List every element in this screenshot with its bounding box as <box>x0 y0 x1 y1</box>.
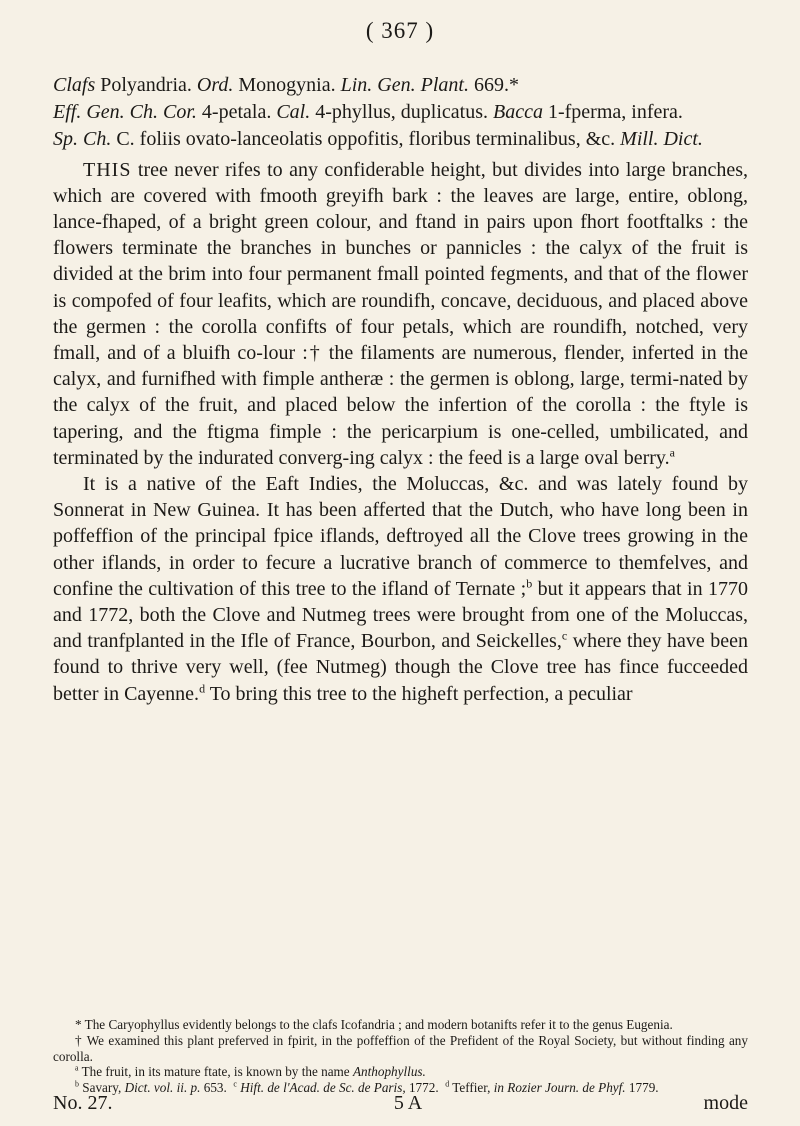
class-line: Clafs Polyandria. Ord. Monogynia. Lin. Gen. Plant. 669.* <box>53 74 519 96</box>
footnote-ref-d: d <box>199 681 206 696</box>
footnote-ref-a: a <box>669 445 675 460</box>
catchword: mode <box>703 1092 748 1114</box>
class-label: Clafs <box>53 74 96 96</box>
footnote-ref-b: b <box>526 576 533 591</box>
description-paragraph: THIS tree never rifes to any confiderable height, but divides into large branches, which are covered with fmooth greyifh bark : the leaves are large, entire, oblong, lance-fhaped, of a bright green colour, and ftand in pairs upon fhort footftalks : the flowers terminate the branches in bunches or pannicles : the calyx of the fruit is divided at the brim into four permanent fmall pointed fegments, and that of the flower is compofed of four leafits, which are roundifh, concave, deciduous, and placed above the germen : the corolla confifts of four petals, which are roundifh, notched, very fmall, and of a bluifh co-lour :† the filaments are numerous, flender, inferted in the calyx, and furnifhed with fimple antheræ : the germen is oblong, large, termi-nated by the calyx of the fruit, and placed below the infertion of the corolla : the ftyle is tapering, and the ftigma fimple : the pericarpium is one-celled, umbilicated, and terminated by the indurated converg-ing calyx : the feed is a large oval berry.$^a$ <box>53 158 749 469</box>
main-text <box>53 72 748 707</box>
essential-character-line: Eff. Gen. Ch. Cor. 4-petala. Cal. 4-phyllus, duplicatus. Bacca 1-fperma, infera. <box>53 101 683 124</box>
footnote-ref-c: c <box>561 628 568 643</box>
footnote-bcd: $^b$ Savary, Dict. vol. ii. p. 653. $^c$ Hift. de l'Acad. de Sc. de Paris, 1772. $^d$ Teffier, in Rozier Journ. de Phyf. 1779. <box>75 1079 659 1096</box>
essential-label: Eff. <box>53 101 82 124</box>
footnote-star: * The Caryophyllus evidently belongs to the clafs Icofandria ; and modern botanifts refer it to the genus Eugenia. <box>75 1017 673 1032</box>
signature-mark: 5 A <box>393 1092 423 1114</box>
dagger-mark: † <box>307 342 322 365</box>
issue-number: No. 27. <box>53 1092 113 1114</box>
footnote-dagger: † We examined this plant preferved in fpirit, in the poffeffion of the Prefident of the Royal Society, but without finding any corolla. <box>53 1032 748 1064</box>
footnotes <box>53 1017 748 1096</box>
page-number: ( 367 ) <box>365 18 435 43</box>
specific-label: Sp. Ch. <box>53 128 112 151</box>
footnote-a: $^a$ The fruit, in its mature ftate, is known by the name Anthophyllus. <box>75 1064 426 1080</box>
paragraph-lead-word: THIS <box>83 158 132 181</box>
specific-character-line: Sp. Ch. C. foliis ovato-lanceolatis oppofitis, floribus terminalibus, &c. Mill. Dict. <box>53 128 703 151</box>
history-paragraph: It is a native of the Eaft Indies, the Moluccas, &c. and was lately found by Sonnerat in New Guinea. It has been afferted that the Dutch, who have long been in poffeffion of the principal fpice iflands, deftroyed all the Clove trees growing in the other iflands, in order to fecure a lucrative branch of commerce to themfelves, and confine the cultivation of this tree to the ifland of Ternate ;$^b$ but it appears that in 1770 and 1772, both the Clove and Nutmeg trees were brought from one of the Moluccas, and tranfplanted in the Ifle of France, Bourbon, and Seickelles,$^c$ where they have been found to thrive very well, (fee Nutmeg) though the Clove tree has fince fucceeded better in Cayenne.$^d$ To bring this tree to the higheft perfection, a peculiar <box>53 473 749 705</box>
page-footer <box>53 1092 748 1115</box>
